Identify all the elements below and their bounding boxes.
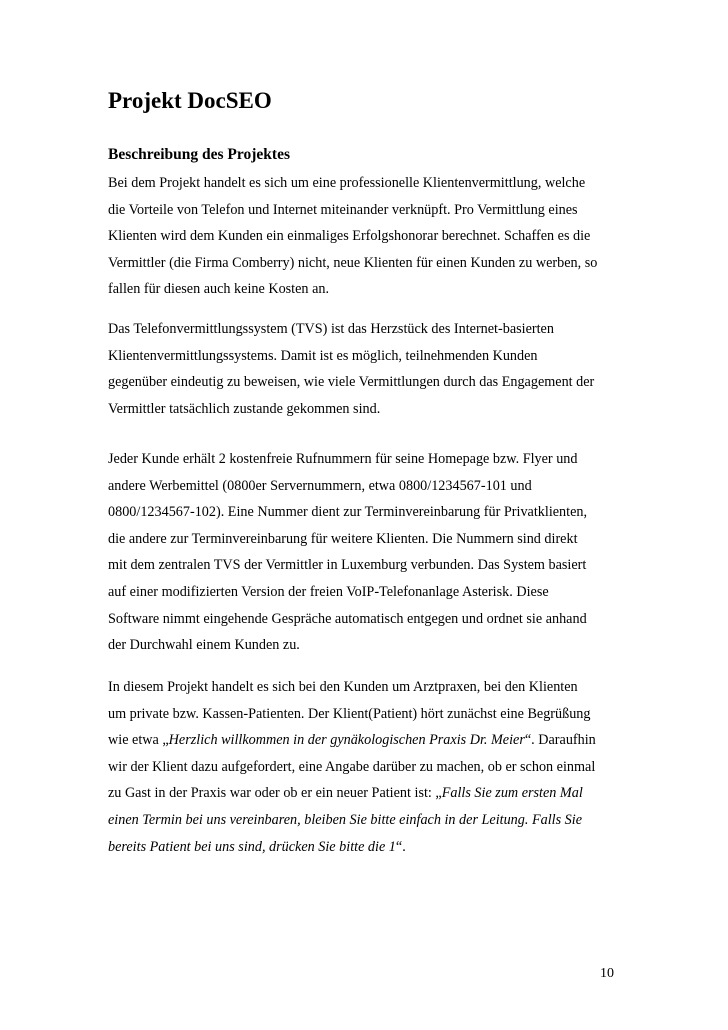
paragraph-tvs — [108, 316, 628, 422]
text-line: Klientenvermittlungssystems. Damit ist es möglich, teilnehmenden Kunden — [108, 347, 538, 364]
text-run: “. — [395, 838, 406, 855]
text-line: auf einer modifizierten Version der freien VoIP-Telefonanlage Asterisk. Diese — [108, 583, 549, 600]
text-line: 0800/1234567-102). Eine Nummer dient zur Terminvereinbarung für Privatklienten, — [108, 504, 588, 521]
text-run: “. Daraufhin — [524, 732, 596, 749]
prompt-quote: Falls Sie zum ersten Mal — [441, 785, 583, 802]
prompt-quote: bereits Patient bei uns sind, drücken Sie bitte die 1 — [108, 838, 396, 855]
text-line: die Vorteile von Telefon und Internet miteinander verknüpft. Pro Vermittlung eines — [108, 201, 578, 218]
text-line: Das Telefonvermittlungssystem (TVS) ist das Herzstück des Internet-basierten — [108, 321, 554, 337]
text-line: wir der Klient dazu aufgefordert, eine Angabe darüber zu machen, ob er schon einmal — [108, 758, 596, 775]
text-line: die andere zur Terminvereinbarung für weitere Klienten. Die Nummern sind direkt — [108, 530, 578, 547]
prompt-quote: einen Termin bei uns vereinbaren, bleiben Sie bitte einfach in der Leitung. Falls Sie — [108, 811, 583, 828]
text-line: der Durchwahl einem Kunden zu. — [108, 637, 300, 654]
text-line: Bei dem Projekt handelt es sich um eine professionelle Klientenvermittlung, welche — [108, 175, 586, 191]
section-heading: Beschreibung des Projektes — [108, 146, 290, 163]
text-line: andere Werbemittel (0800er Servernummern, etwa 0800/1234567-101 und — [108, 477, 532, 494]
text-line — [108, 780, 628, 807]
page-title: Projekt DocSEO — [108, 88, 272, 113]
text-line: In diesem Projekt handelt es sich bei den Kunden um Arztpraxen, bei den Klienten — [108, 679, 578, 695]
text-line: gegenüber eindeutig zu beweisen, wie viele Vermittlungen durch das Engagement der — [108, 374, 595, 391]
page-number: 10 — [600, 966, 614, 981]
text-line — [108, 834, 628, 861]
paragraph-intro — [108, 170, 628, 303]
text-line: Vermittler tatsächlich zustande gekommen sind. — [108, 400, 381, 417]
text-line: Jeder Kunde erhält 2 kostenfreie Rufnummern für seine Homepage bzw. Flyer und — [108, 451, 578, 467]
text-line — [108, 727, 628, 754]
paragraph-example — [108, 674, 628, 860]
text-run: zu Gast in der Praxis war oder ob er ein neuer Patient ist: „ — [108, 785, 442, 802]
text-line: um private bzw. Kassen-Patienten. Der Klient(Patient) hört zunächst eine Begrüßung — [108, 705, 591, 722]
greeting-quote: Herzlich willkommen in der gynäkologischen Praxis Dr. Meier — [168, 732, 525, 749]
text-run: wie etwa „ — [108, 732, 169, 749]
text-line: Vermittler (die Firma Comberry) nicht, neue Klienten für einen Kunden zu werben, so — [108, 254, 598, 271]
paragraph-numbers — [108, 446, 628, 659]
text-line: Klienten wird dem Kunden ein einmaliges Erfolgshonorar berechnet. Schaffen es die — [108, 228, 591, 245]
text-line: mit dem zentralen TVS der Vermittler in Luxemburg verbunden. Das System basiert — [108, 557, 587, 574]
text-line: Software nimmt eingehende Gespräche automatisch entgegen und ordnet sie anhand — [108, 610, 587, 627]
text-line: fallen für diesen auch keine Kosten an. — [108, 281, 330, 298]
